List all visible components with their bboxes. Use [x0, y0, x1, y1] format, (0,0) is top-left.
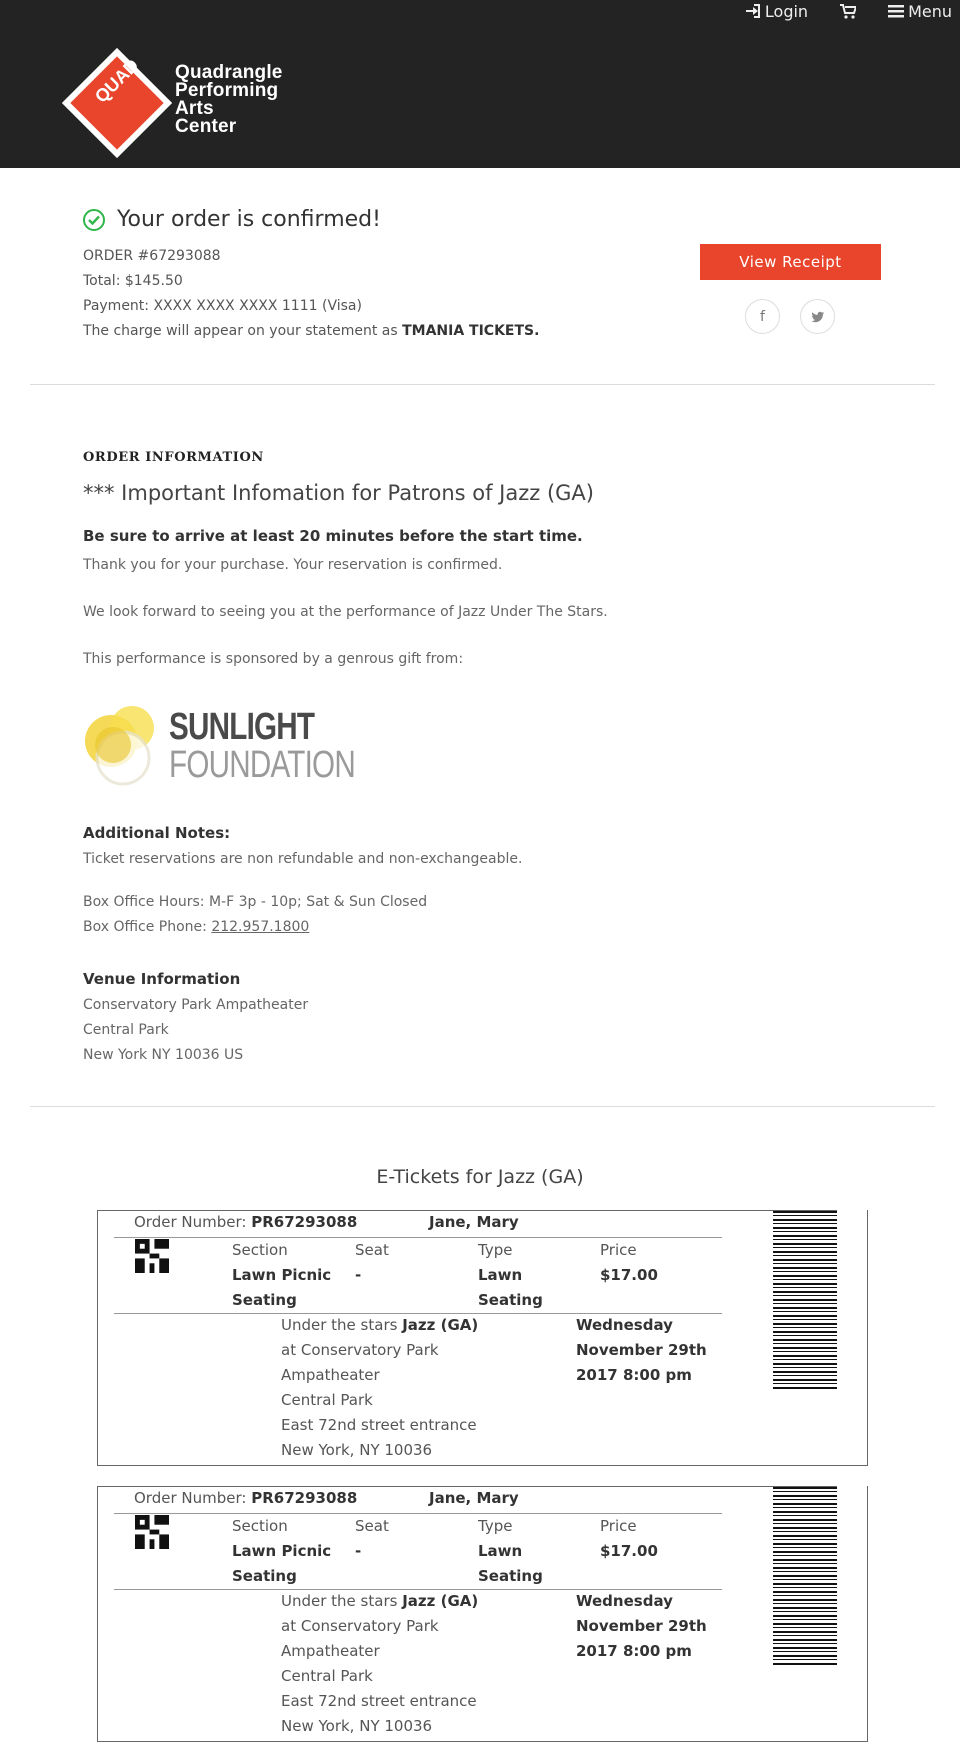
- venue-line: New York, NY 10036: [281, 1441, 433, 1459]
- cart-button[interactable]: [840, 4, 856, 19]
- svg-text:QUAD: QUAD: [90, 55, 143, 107]
- payment-info: Payment: XXXX XXXX XXXX 1111 (Visa): [83, 298, 362, 314]
- section-value: [232, 1291, 297, 1309]
- price-label: Price: [600, 1241, 637, 1259]
- ticket-holder-name: Jane, Mary: [429, 1489, 519, 1507]
- price-value-text: $17.00: [600, 1266, 658, 1284]
- important-info-title: *** Important Infomation for Patrons of Jazz (GA): [83, 481, 594, 505]
- facebook-share-icon[interactable]: f: [745, 299, 780, 334]
- eticket: [97, 1486, 868, 1742]
- ticket-holder: [429, 1489, 519, 1507]
- brand-name-line: Center: [175, 116, 237, 137]
- type-value: [478, 1266, 522, 1284]
- ticket-order-label: Order Number:: [134, 1489, 252, 1507]
- event-name: [281, 1592, 478, 1610]
- section-divider: [30, 1106, 935, 1107]
- confirmation-heading: [83, 207, 883, 232]
- event-name: [281, 1316, 478, 1334]
- twitter-share-icon[interactable]: [800, 299, 835, 334]
- seat-value-text: -: [355, 1542, 362, 1560]
- venue-city: New York NY 10036 US: [83, 1047, 244, 1063]
- sponsor-intro: This performance is sponsored by a genrous gift from:: [83, 651, 464, 667]
- etickets-title: E-Tickets for Jazz (GA): [376, 1166, 584, 1188]
- ticket-notch: [837, 1209, 867, 1213]
- login-link[interactable]: [745, 2, 808, 21]
- seat-value: [355, 1542, 361, 1560]
- section-value-line: Lawn Picnic: [232, 1542, 332, 1560]
- brand-name-line: Arts: [175, 98, 214, 119]
- thank-you-text: Thank you for your purchase. Your reservation is confirmed.: [83, 557, 503, 573]
- event-date: [576, 1642, 692, 1660]
- brand-name-line: Performing: [175, 80, 279, 101]
- type-label: Type: [478, 1517, 513, 1535]
- event-date-line: Wednesday: [576, 1592, 673, 1610]
- type-value: [478, 1567, 543, 1585]
- venue-line: at Conservatory Park: [281, 1341, 439, 1359]
- statement-name: TMANIA TICKETS.: [402, 323, 540, 339]
- ticket-rule: [114, 1589, 722, 1590]
- event-date-line: Wednesday: [576, 1316, 673, 1334]
- event-date-line: November 29th: [576, 1617, 707, 1635]
- order-info-heading: ORDER INFORMATION: [83, 450, 264, 465]
- ticket-order-label: Order Number:: [134, 1213, 252, 1231]
- additional-notes: [83, 824, 522, 940]
- additional-notes-heading: Additional Notes:: [83, 824, 231, 842]
- ticket-order-value: PR67293088: [251, 1489, 358, 1507]
- venue-information: [83, 970, 308, 1068]
- section-label: Section: [232, 1241, 288, 1259]
- quad-logo[interactable]: [58, 44, 176, 162]
- venue-line: Central Park: [281, 1391, 373, 1409]
- box-office-phone-line: [83, 915, 522, 940]
- ticket-rule: [114, 1237, 722, 1238]
- confirmation-title: Your order is confirmed!: [117, 207, 381, 232]
- type-value: [478, 1542, 522, 1560]
- venue-line: Ampatheater: [281, 1366, 380, 1384]
- ticket-holder-name: Jane, Mary: [429, 1213, 519, 1231]
- ticket-order-number: [134, 1213, 357, 1231]
- venue-line: Ampatheater: [281, 1642, 380, 1660]
- event-date: [576, 1341, 707, 1359]
- section-value: [232, 1542, 331, 1560]
- type-value-line: Lawn: [478, 1266, 523, 1284]
- event-date: [576, 1366, 692, 1384]
- event-date-line: 2017 8:00 pm: [576, 1366, 692, 1384]
- seat-label: Seat: [355, 1517, 389, 1535]
- refund-policy: Ticket reservations are non refundable and non-exchangeable.: [83, 851, 523, 867]
- price-value: [600, 1266, 658, 1284]
- venue-line: East 72nd street entrance: [281, 1692, 477, 1710]
- menu-button[interactable]: [888, 2, 952, 21]
- sponsor-name: [169, 708, 407, 784]
- section-value-line: Lawn Picnic: [232, 1266, 332, 1284]
- event-date-line: 2017 8:00 pm: [576, 1642, 692, 1660]
- box-office-phone-label: Box Office Phone:: [83, 919, 212, 935]
- sunlight-foundation-logo: [83, 705, 407, 787]
- event-prefix: Under the stars: [281, 1592, 403, 1610]
- venue-line: New York, NY 10036: [281, 1717, 433, 1735]
- venue-line: Central Park: [281, 1667, 373, 1685]
- type-value: [478, 1291, 543, 1309]
- view-receipt-button[interactable]: View Receipt: [700, 244, 881, 280]
- price-value-text: $17.00: [600, 1542, 658, 1560]
- qr-code-icon: [135, 1239, 169, 1273]
- venue-heading: Venue Information: [83, 970, 241, 988]
- sponsor-name-line2: FOUNDATION: [169, 744, 355, 786]
- ticket-rule: [114, 1513, 722, 1514]
- arrive-note: Be sure to arrive at least 20 minutes before the start time.: [83, 527, 583, 545]
- order-total: Total: $145.50: [83, 273, 183, 289]
- check-circle-icon: [83, 209, 105, 231]
- hamburger-icon: [888, 5, 904, 18]
- event-date: [576, 1592, 673, 1610]
- section-value: [232, 1567, 297, 1585]
- statement-prefix: The charge will appear on your statement as: [83, 323, 403, 339]
- look-forward-text: We look forward to seeing you at the performance of Jazz Under The Stars.: [83, 604, 608, 620]
- event-date-line: November 29th: [576, 1341, 707, 1359]
- box-office-hours: Box Office Hours: M-F 3p - 10p; Sat & Sun Closed: [83, 894, 428, 910]
- seat-value-text: -: [355, 1266, 362, 1284]
- venue-line: at Conservatory Park: [281, 1617, 439, 1635]
- ticket-notch: [837, 1485, 867, 1489]
- section-value-line: Seating: [232, 1291, 297, 1309]
- box-office-phone-link[interactable]: 212.957.1800: [211, 919, 310, 935]
- site-header: [0, 0, 960, 168]
- event-prefix: Under the stars: [281, 1316, 403, 1334]
- price-label: Price: [600, 1517, 637, 1535]
- ticket-holder: [429, 1213, 519, 1231]
- login-label: Login: [764, 1, 809, 21]
- venue-name: Conservatory Park Ampatheater: [83, 997, 309, 1013]
- event-title: Jazz (GA): [402, 1592, 479, 1610]
- order-number: ORDER #67293088: [83, 248, 221, 264]
- brand-name: [175, 64, 283, 136]
- ticket-rule: [114, 1313, 722, 1314]
- sponsor-name-line1: SUNLIGHT: [169, 706, 315, 748]
- qr-code-icon: [135, 1515, 169, 1549]
- venue-park: Central Park: [83, 1022, 169, 1038]
- eticket: [97, 1210, 868, 1466]
- type-value-line: Seating: [478, 1291, 543, 1309]
- section-divider: [30, 384, 935, 385]
- barcode-icon: [773, 1487, 837, 1665]
- cart-icon: [840, 4, 856, 19]
- ticket-order-value: PR67293088: [251, 1213, 358, 1231]
- brand-name-line: Quadrangle: [175, 62, 283, 83]
- type-value-line: Lawn: [478, 1542, 523, 1560]
- event-date: [576, 1617, 707, 1635]
- barcode-icon: [773, 1211, 837, 1389]
- venue-line: East 72nd street entrance: [281, 1416, 477, 1434]
- price-value: [600, 1542, 658, 1560]
- section-label: Section: [232, 1517, 288, 1535]
- seat-label: Seat: [355, 1241, 389, 1259]
- section-value: [232, 1266, 331, 1284]
- top-nav: [713, 0, 952, 22]
- seat-value: [355, 1266, 361, 1284]
- type-label: Type: [478, 1241, 513, 1259]
- sunlight-circles-icon: [83, 705, 159, 787]
- ticket-order-number: [134, 1489, 357, 1507]
- section-value-line: Seating: [232, 1567, 297, 1585]
- type-value-line: Seating: [478, 1567, 543, 1585]
- event-date: [576, 1316, 673, 1334]
- menu-label: Menu: [908, 1, 952, 21]
- sign-in-icon: [745, 4, 761, 18]
- event-title: Jazz (GA): [402, 1316, 479, 1334]
- order-information: [83, 450, 703, 668]
